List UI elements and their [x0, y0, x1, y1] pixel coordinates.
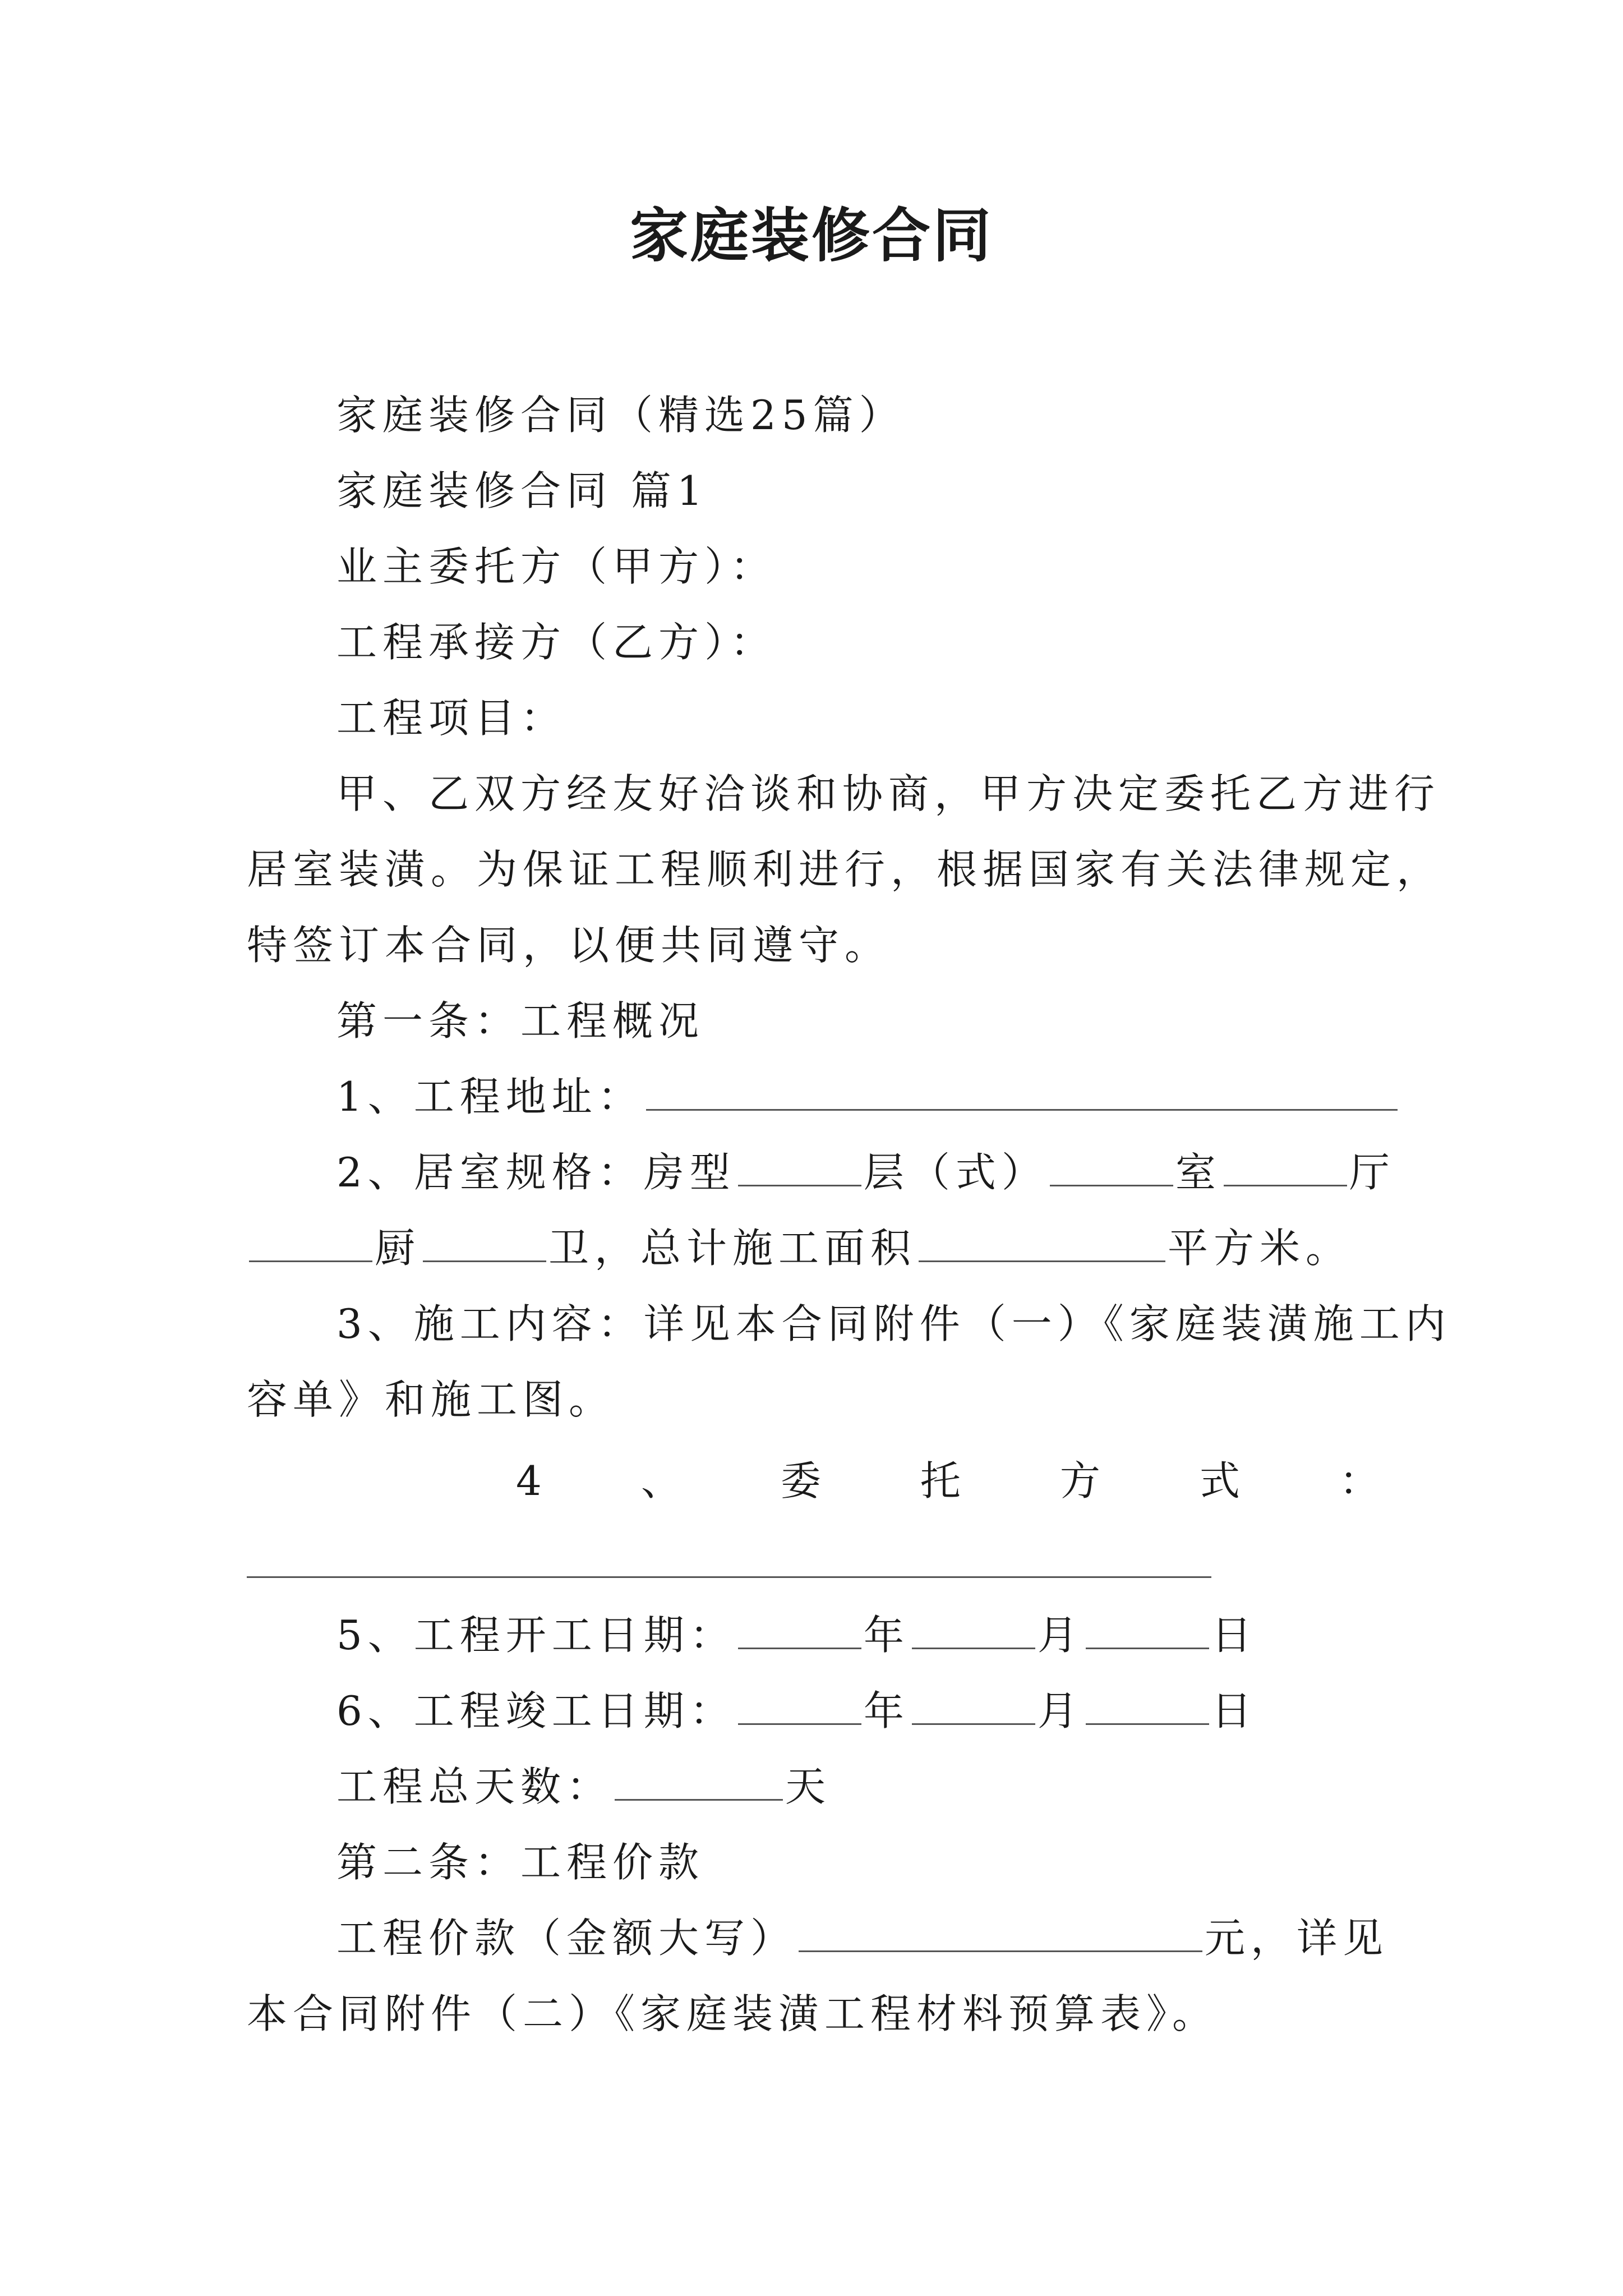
item-label: 平方米。: [1168, 1225, 1352, 1272]
fill-blank: [1224, 1144, 1347, 1186]
spread-char: 托: [920, 1457, 961, 1504]
spread-char: 式: [1199, 1457, 1240, 1504]
fill-blank: [1086, 1683, 1209, 1725]
spread-char: 委: [780, 1457, 821, 1504]
party-a-line: 业主委托方（甲方）：: [336, 543, 777, 590]
fill-blank: [615, 1759, 783, 1801]
item-content-cont: 容单》和施工图。: [247, 1376, 615, 1423]
item-label: 1、工程地址：: [336, 1073, 644, 1120]
spread-char: ：: [1339, 1457, 1380, 1504]
fill-blank: [1086, 1607, 1209, 1649]
item-label: 5、工程开工日期：: [336, 1612, 736, 1659]
item-label: 厅: [1349, 1149, 1395, 1196]
fill-blank: [912, 1607, 1035, 1649]
fill-blank: [738, 1607, 861, 1649]
item-label: 工程总天数：: [336, 1763, 613, 1810]
item-commission-method: [516, 1453, 1380, 1509]
item-label: 元，详见: [1205, 1915, 1389, 1962]
paragraph-line: 甲、乙双方经友好洽谈和协商，甲方决定委托乙方进行: [336, 770, 1441, 817]
fill-blank: [799, 1910, 1202, 1952]
date-unit: 月: [1037, 1687, 1083, 1734]
article-heading: 第一条：工程概况: [336, 997, 705, 1045]
price-line-cont: 本合同附件（二）《家庭装潢工程材料预算表》。: [247, 1990, 1219, 2037]
date-unit: 年: [863, 1687, 910, 1734]
item-label: 6、工程竣工日期：: [336, 1687, 736, 1734]
project-line: 工程项目：: [336, 694, 567, 742]
item-address: [336, 1069, 1400, 1125]
item-room-spec: [336, 1144, 1395, 1200]
date-unit: 年: [863, 1612, 910, 1659]
item-label: 天: [785, 1763, 832, 1810]
item-label: 室: [1175, 1149, 1221, 1196]
spread-char: 4: [516, 1457, 542, 1504]
date-unit: 日: [1211, 1687, 1257, 1734]
price-line: [336, 1910, 1389, 1966]
item-label: 卫，总计施工面积: [548, 1225, 917, 1272]
item-content: 3、施工内容：详见本合同附件（一）《家庭装潢施工内: [336, 1300, 1451, 1347]
fill-blank: [912, 1683, 1035, 1725]
item-label: 厨: [375, 1225, 421, 1272]
total-days-line: [336, 1759, 831, 1815]
fill-blank: [919, 1220, 1165, 1262]
date-unit: 月: [1037, 1612, 1083, 1659]
spread-char: 方: [1059, 1457, 1100, 1504]
section-heading: 家庭装修合同 篇1: [336, 467, 708, 514]
item-start-date: [336, 1607, 1257, 1663]
paragraph-line: 居室装潢。为保证工程顺利进行，根据国家有关法律规定，: [247, 846, 1443, 893]
subtitle-line: 家庭装修合同（精选25篇）: [336, 392, 905, 439]
spread-char: 、: [640, 1457, 681, 1504]
date-unit: 日: [1211, 1612, 1257, 1659]
document-title: 家庭装修合同: [629, 201, 993, 270]
fill-blank: [738, 1683, 861, 1725]
item-label: 2、居室规格：房型: [336, 1149, 736, 1196]
item-end-date: [336, 1683, 1257, 1739]
fill-blank: [646, 1069, 1398, 1111]
item-room-spec-cont: [247, 1220, 1352, 1276]
paragraph-line: 特签订本合同，以便共同遵守。: [247, 922, 891, 969]
article-heading: 第二条：工程价款: [336, 1839, 705, 1886]
fill-blank: [738, 1144, 861, 1186]
fill-blank: [247, 1576, 1211, 1578]
party-b-line: 工程承接方（乙方）：: [336, 619, 777, 666]
item-label: 层（式）: [863, 1149, 1048, 1196]
fill-blank: [249, 1220, 372, 1262]
fill-blank: [423, 1220, 546, 1262]
item-label: 工程价款（金额大写）: [336, 1915, 797, 1962]
fill-blank: [1050, 1144, 1173, 1186]
